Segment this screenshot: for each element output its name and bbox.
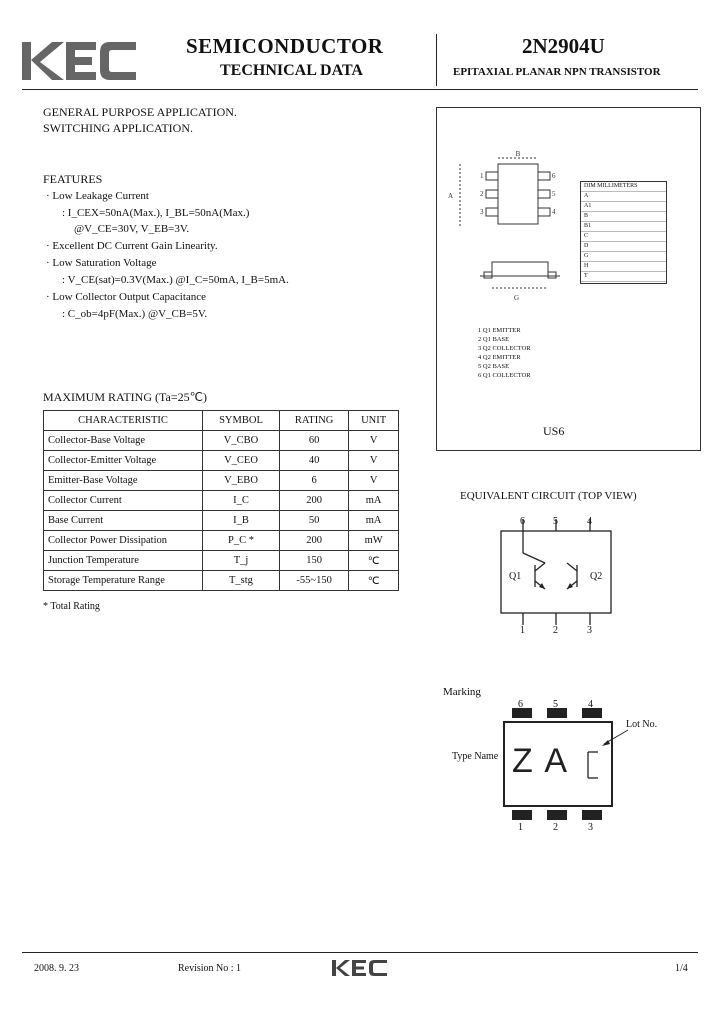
- cell-symbol: T_stg: [203, 571, 280, 591]
- svg-text:6: 6: [552, 172, 556, 180]
- cell-unit: ℃: [349, 551, 399, 571]
- semiconductor-heading: SEMICONDUCTOR: [186, 34, 384, 58]
- pin-assignment-list: [478, 326, 531, 380]
- pin-assignment: 5 Q2 BASE: [478, 363, 510, 370]
- part-description: EPITAXIAL PLANAR NPN TRANSISTOR: [453, 66, 661, 78]
- cell-unit: mA: [349, 511, 399, 531]
- svg-text:4: 4: [552, 208, 556, 216]
- feature-item: · Low Saturation Voltage: [46, 257, 157, 269]
- table-row: [44, 551, 399, 571]
- cell-characteristic: Base Current: [44, 511, 203, 531]
- cell-symbol: T_j: [203, 551, 280, 571]
- dimension-row: C: [581, 232, 666, 242]
- technical-data-heading: TECHNICAL DATA: [220, 62, 363, 79]
- cell-characteristic: Junction Temperature: [44, 551, 203, 571]
- max-rating-table: [43, 410, 399, 591]
- dimension-row: T: [581, 272, 666, 282]
- footer-page-number: 1/4: [675, 963, 688, 974]
- dimension-table-header: DIM MILLIMETERS: [581, 182, 666, 192]
- header-divider: [436, 34, 437, 86]
- lot-number-label: Lot No.: [626, 719, 658, 730]
- dimension-row: A: [581, 192, 666, 202]
- feature-item: · Low Leakage Current: [46, 190, 149, 202]
- pin-number: 4: [588, 699, 593, 710]
- type-name-label: Type Name: [452, 751, 499, 762]
- cell-characteristic: Storage Temperature Range: [44, 571, 203, 591]
- cell-rating: 200: [279, 531, 348, 551]
- svg-text:1: 1: [480, 172, 484, 180]
- header-rule: [22, 89, 698, 90]
- svg-text:5: 5: [552, 190, 556, 198]
- feature-detail: : I_CEX=50nA(Max.), I_BL=50nA(Max.): [62, 207, 250, 219]
- cell-unit: V: [349, 471, 399, 491]
- pin-number: 6: [520, 516, 525, 527]
- q2-label: Q2: [590, 571, 603, 582]
- svg-text:B: B: [515, 150, 521, 158]
- cell-characteristic: Collector Power Dissipation: [44, 531, 203, 551]
- column-header: UNIT: [349, 411, 399, 431]
- max-rating-title: MAXIMUM RATING (Ta=25℃): [43, 390, 208, 404]
- cell-characteristic: Collector-Emitter Voltage: [44, 451, 203, 471]
- cell-characteristic: Emitter-Base Voltage: [44, 471, 203, 491]
- application-general: GENERAL PURPOSE APPLICATION.: [43, 105, 237, 119]
- table-row: [44, 471, 399, 491]
- table-header-row: [44, 411, 399, 431]
- table-row: [44, 491, 399, 511]
- table-row: [44, 511, 399, 531]
- cell-unit: mW: [349, 531, 399, 551]
- footer-rule: [22, 952, 698, 953]
- cell-unit: mA: [349, 491, 399, 511]
- part-number: 2N2904U: [522, 34, 605, 58]
- svg-text:3: 3: [480, 208, 484, 216]
- cell-unit: V: [349, 431, 399, 451]
- table-row: [44, 451, 399, 471]
- column-header: CHARACTERISTIC: [44, 411, 203, 431]
- svg-text:2: 2: [480, 190, 484, 198]
- dimension-row: A1: [581, 202, 666, 212]
- feature-detail: : C_ob=4pF(Max.) @V_CB=5V.: [62, 308, 208, 320]
- equivalent-circuit-title: EQUIVALENT CIRCUIT (TOP VIEW): [460, 490, 637, 502]
- cell-rating: 60: [279, 431, 348, 451]
- cell-rating: 200: [279, 491, 348, 511]
- marking-title: Marking: [443, 686, 481, 698]
- dimension-row: H: [581, 262, 666, 272]
- kec-logo: [22, 38, 138, 84]
- cell-symbol: V_CBO: [203, 431, 280, 451]
- svg-text:G: G: [514, 294, 520, 302]
- pin-assignment: 1 Q1 EMITTER: [478, 327, 521, 334]
- pin-assignment: 4 Q2 EMITTER: [478, 354, 521, 361]
- package-name: US6: [543, 424, 565, 438]
- svg-text:A: A: [448, 192, 454, 200]
- feature-item: · Low Collector Output Capacitance: [46, 291, 207, 303]
- pin-number: 2: [553, 822, 558, 833]
- cell-symbol: P_C *: [203, 531, 280, 551]
- pin-number: 5: [553, 699, 558, 710]
- cell-symbol: I_C: [203, 491, 280, 511]
- footer-kec-logo: [332, 958, 388, 978]
- marking-code: Z A: [512, 742, 570, 780]
- rating-footnote: * Total Rating: [43, 601, 100, 612]
- pin-number: 2: [553, 625, 558, 636]
- cell-rating: -55~150: [279, 571, 348, 591]
- pin-number: 1: [518, 822, 523, 833]
- lot-no-leader-line: [600, 728, 630, 748]
- cell-rating: 6: [279, 471, 348, 491]
- cell-unit: V: [349, 451, 399, 471]
- q1-label: Q1: [509, 571, 522, 582]
- feature-detail: @V_CE=30V, V_EB=3V.: [74, 223, 190, 235]
- cell-characteristic: Collector-Base Voltage: [44, 431, 203, 451]
- table-row: [44, 571, 399, 591]
- column-header: RATING: [279, 411, 348, 431]
- footer-revision: Revision No : 1: [178, 963, 242, 974]
- cell-symbol: V_CEO: [203, 451, 280, 471]
- pin-assignment: 2 Q1 BASE: [478, 336, 510, 343]
- footer-date: 2008. 9. 23: [34, 963, 79, 974]
- dimension-row: D: [581, 242, 666, 252]
- dimension-table: [580, 181, 667, 284]
- cell-rating: 40: [279, 451, 348, 471]
- feature-item: · Excellent DC Current Gain Linearity.: [46, 240, 218, 252]
- pin-assignment: 3 Q2 COLLECTOR: [478, 345, 531, 352]
- pin-assignment: 6 Q1 COLLECTOR: [478, 372, 531, 379]
- cell-symbol: I_B: [203, 511, 280, 531]
- pin-number: 3: [588, 822, 593, 833]
- cell-rating: 150: [279, 551, 348, 571]
- dimension-row: B1: [581, 222, 666, 232]
- pin-number: 5: [553, 516, 558, 527]
- package-drawing: [440, 148, 580, 308]
- dimension-row: B: [581, 212, 666, 222]
- cell-rating: 50: [279, 511, 348, 531]
- cell-characteristic: Collector Current: [44, 491, 203, 511]
- pin-number: 6: [518, 699, 523, 710]
- column-header: SYMBOL: [203, 411, 280, 431]
- table-row: [44, 531, 399, 551]
- cell-unit: ℃: [349, 571, 399, 591]
- pin-number: 1: [520, 625, 525, 636]
- pin-number: 3: [587, 625, 592, 636]
- table-row: [44, 431, 399, 451]
- pin-number: 4: [587, 516, 592, 527]
- dimension-row: G: [581, 252, 666, 262]
- features-title: FEATURES: [43, 172, 103, 186]
- cell-symbol: V_EBO: [203, 471, 280, 491]
- application-switching: SWITCHING APPLICATION.: [43, 121, 193, 135]
- feature-detail: : V_CE(sat)=0.3V(Max.) @I_C=50mA, I_B=5mA.: [62, 274, 289, 286]
